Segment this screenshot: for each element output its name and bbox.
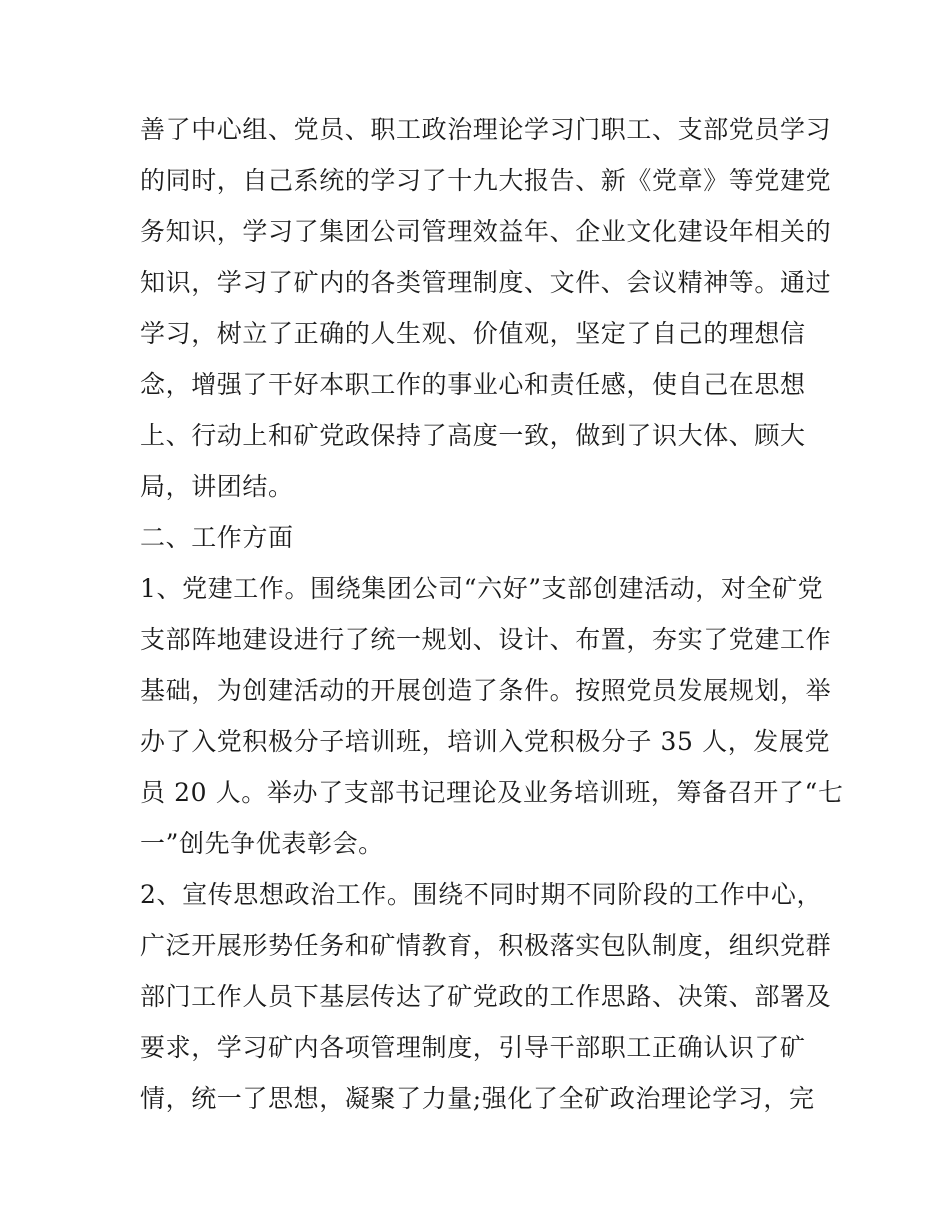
text-line: 务知识，学习了集团公司管理效益年、企业文化建设年相关的 bbox=[140, 217, 832, 246]
text-line: 要求，学习矿内各项管理制度，引导干部职工正确认识了矿 bbox=[140, 1033, 806, 1062]
text-line: 员 20 人。举办了支部书记理论及业务培训班，筹备召开了“七 bbox=[140, 778, 844, 807]
text-line: 支部阵地建设进行了统一规划、设计、布置，夯实了党建工作 bbox=[140, 625, 832, 654]
text-line: 念，增强了干好本职工作的事业心和责任感，使自己在思想 bbox=[140, 370, 806, 399]
section-heading: 二、工作方面 bbox=[140, 523, 294, 552]
text-line: 办了入党积极分子培训班，培训入党积极分子 35 人，发展党 bbox=[140, 727, 831, 756]
text-line: 基础，为创建活动的开展创造了条件。按照党员发展规划，举 bbox=[140, 676, 832, 705]
text-line: 部门工作人员下基层传达了矿党政的工作思路、决策、部署及 bbox=[140, 982, 832, 1011]
text-line: 局，讲团结。 bbox=[140, 472, 294, 501]
text-line: 的同时，自己系统的学习了十九大报告、新《党章》等党建党 bbox=[140, 166, 832, 195]
text-line: 上、行动上和矿党政保持了高度一致，做到了识大体、顾大 bbox=[140, 421, 806, 450]
text-line: 知识，学习了矿内的各类管理制度、文件、会议精神等。通过 bbox=[140, 268, 832, 297]
text-line: 1、党建工作。围绕集团公司“六好”支部创建活动，对全矿党 bbox=[140, 574, 824, 603]
text-line: 一”创先争优表彰会。 bbox=[140, 829, 384, 858]
text-line: 学习，树立了正确的人生观、价值观，坚定了自己的理想信 bbox=[140, 319, 806, 348]
body-text bbox=[140, 104, 844, 1124]
text-line: 广泛开展形势任务和矿情教育，积极落实包队制度，组织党群 bbox=[140, 931, 832, 960]
text-line: 2、宣传思想政治工作。围绕不同时期不同阶段的工作中心， bbox=[140, 880, 823, 909]
text-line: 善了中心组、党员、职工政治理论学习门职工、支部党员学习 bbox=[140, 115, 832, 144]
text-line: 情，统一了思想，凝聚了力量;强化了全矿政治理论学习，完 bbox=[140, 1084, 815, 1113]
